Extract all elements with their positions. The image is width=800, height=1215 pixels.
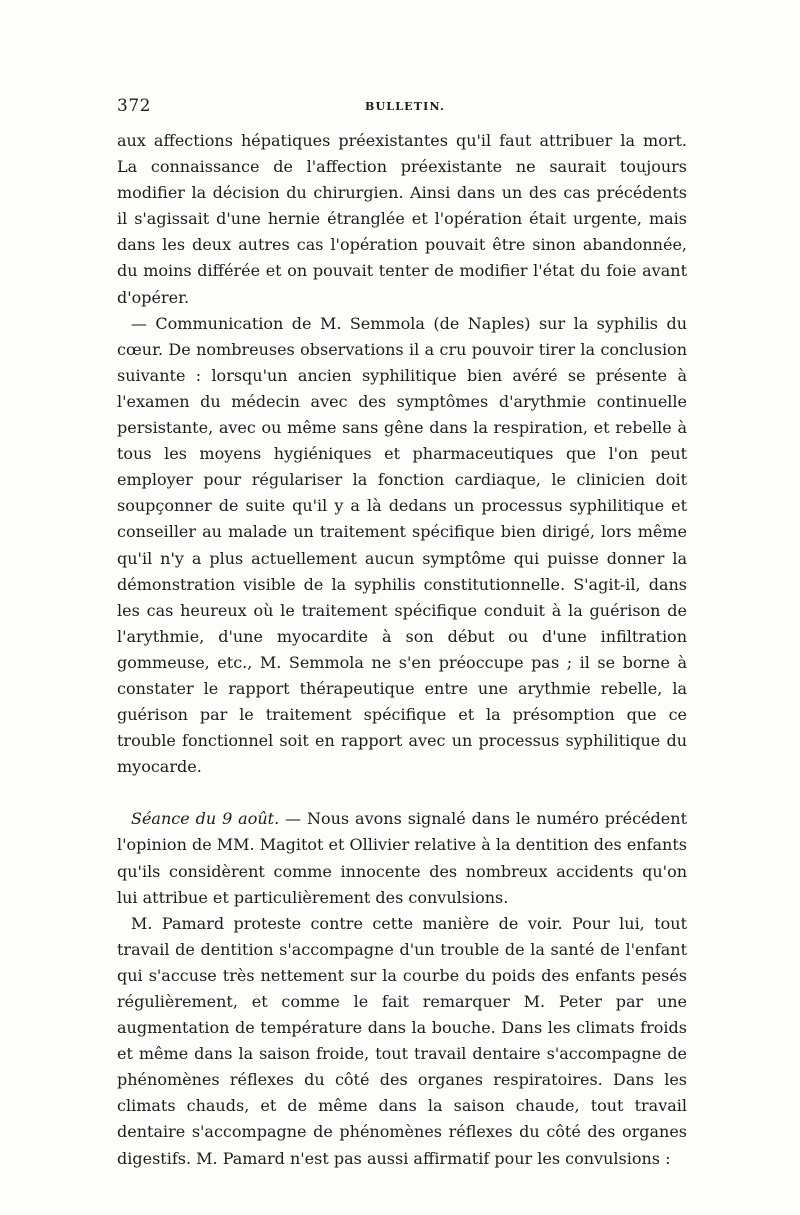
paragraph-pamard: M. Pamard proteste contre cette manière de voir. Pour lui, tout travail de dentition s'accompagne d'un trouble de la santé de l'enfant qui s'accuse très nettement sur la courbe du poids des enfants pesés régulièrement, et comme le fait remarquer M. Peter par une augmentation de température dans la bouche. Dans les climats froids et même dans la saison froide, tout travail dentaire s'accompagne de phénomènes réflexes du côté des organes respiratoires. Dans les climats chauds, et de même dans la saison chaude, tout travail dentaire s'accompagne de phénomènes réflexes du côté des organes digestifs. M. Pamard n'est pas aussi affirmatif pour les convulsions : bbox=[117, 913, 687, 1168]
paragraph-hepatic-affections: aux affections hépatiques préexistantes qu'il faut attribuer la mort. La connaissance de l'affection préexistante ne saurait toujours modifier la décision du chirurgien. Ainsi dans un des cas précédents il s'agissait d'une hernie étranglée et l'opération était urgente, mais dans les deux autres cas l'opération pouvait être sinon abandonnée, du moins différée et on pouvait tenter de modifier l'état du foie avant d'opérer. bbox=[117, 131, 687, 307]
paragraph-semmola-communication: — Communication de M. Semmola (de Naples) sur la syphilis du cœur. De nombreuses observations il a cru pouvoir tirer la conclusion suivante : lorsqu'un ancien syphilitique bien avéré se présente à l'examen du médecin avec des symptômes d'arythmie continuelle persistante, avec ou même sans gêne dans la respiration, et rebelle à tous les moyens hygiéniques et pharmaceutiques que l'on peut employer pour régulariser la fonction cardiaque, le clinicien doit soupçonner de suite qu'il y a là dedans un processus syphilitique et conseiller au malade un traitement spécifique bien dirigé, lors même qu'il n'y a plus actuellement aucun symptôme qui puisse donner la démonstration visible de la syphilis constitutionnelle. S'agit-il, dans les cas heureux où le traitement spécifique conduit à la guérison de l'arythmie, d'une myocardite à son début ou d'une infiltration gommeuse, etc., M. Semmola ne s'en préoccupe pas ; il se borne à constater le rapport thérapeutique entre une arythmie rebelle, la guérison par le traitement spécifique et la présomption que ce trouble fonctionnel soit en rapport avec un processus syphilitique du myocarde. bbox=[117, 313, 687, 777]
page-header bbox=[117, 96, 687, 118]
paragraph-seance-text: — Nous avons signalé dans le numéro précédent l'opinion de MM. Magitot et Ollivier relative à la dentition des enfants qu'ils considèrent comme innocente des nombreux accidents qu'on lui attribue et particulièrement des convulsions. bbox=[117, 809, 687, 907]
body-text bbox=[117, 128, 687, 1172]
paragraph-seance-9-aout bbox=[117, 806, 687, 910]
page-number: 372 bbox=[117, 96, 151, 116]
session-date-heading: Séance du 9 août. bbox=[131, 809, 280, 829]
running-head: BULLETIN. bbox=[365, 100, 446, 113]
